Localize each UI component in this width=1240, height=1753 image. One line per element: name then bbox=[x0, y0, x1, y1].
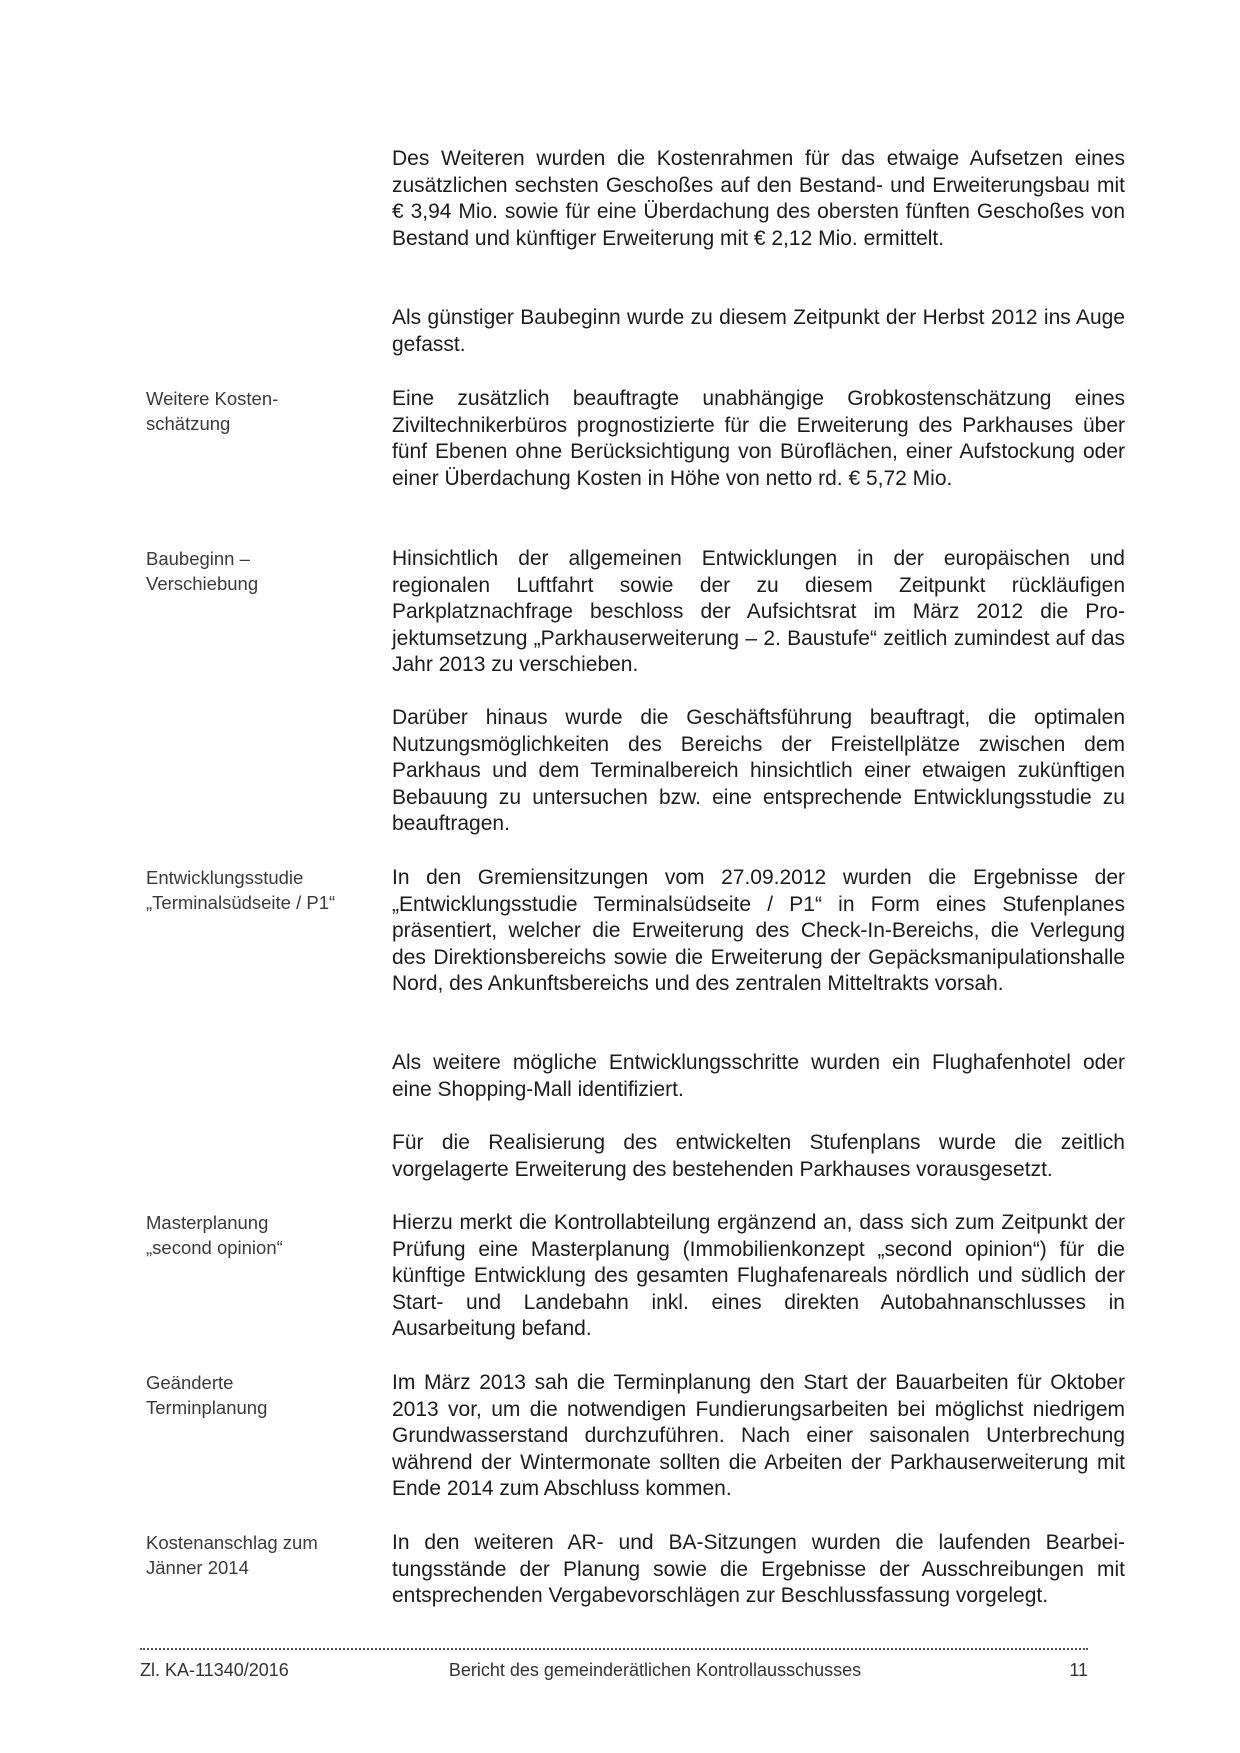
page-number: 11 bbox=[1069, 1660, 1088, 1680]
paragraph-master-planning: Hierzu merkt die Kontrollabteilung ergänzend an, dass sich zum Zeitpunkt der Prüfung eine Masterplanung (Immobilienkonzept „second opinion“) für die künftige Entwicklung des gesamten Flughafenareals nördlich und südlich der Start- und Landebahn inkl. eines direkten Autobahnanschlusses in Ausarbeitung befand. bbox=[392, 1211, 1125, 1341]
footer-report-title: Bericht des gemeinderätlichen Kontrollausschusses bbox=[448, 1660, 862, 1680]
margin-note-cost-quote: Kostenanschlag zum Jänner 2014 bbox=[146, 1532, 318, 1578]
paragraph-step-plan-prerequisite: Für die Realisierung des entwickelten Stufenplans wurde die zeitlich vorgelagerte Erweiterung des bestehenden Parkhauses vorausgesetzt. bbox=[392, 1131, 1125, 1181]
paragraph-construction-start: Als günstiger Baubeginn wurde zu diesem Zeitpunkt der Herbst 2012 ins Auge gefasst. bbox=[392, 306, 1125, 356]
paragraph-development-study-results: In den Gremiensitzungen vom 27.09.2012 wurden die Ergebnisse der „Entwicklungsstudie Terminalsüdseite / P1“ in Form eines Stufenplanes präsentiert, welcher die Erweiterung des Check-In-Bereichs, die Verlegung des Direktionsbereichs sowie die Erweiterung der Gepäcksmanipulationshalle Nord, des Ankunftsbereichs und des zentralen Mitteltrakts vorsah. bbox=[392, 866, 1125, 996]
paragraph-postponement: Hinsichtlich der allgemeinen Entwicklungen in der europäischen und regionalen Luftfahrt sowie der zu diesem Zeitpunkt rückläufigen Parkplatznachfrage beschloss der Aufsichtsrat im März 2012 die Projektumsetzung „Parkhauserweiterung – 2. Baustufe“ zeitlich zumindest auf das Jahr 2013 zu verschieben. bbox=[392, 547, 1125, 677]
paragraph-changed-schedule: Im März 2013 sah die Terminplanung den Start der Bauarbeiten für Oktober 2013 vor, um die notwendigen Fundierungsarbeiten bei möglichst niedrigem Grundwasserstand durchzuführen. Nach einer saisonalen Unterbrechung während der Wintermonate sollten die Arbeiten der Parkhauserweiterung mit Ende 2014 zum Abschluss kommen. bbox=[392, 1371, 1125, 1501]
paragraph-cost-frames: Des Weiteren wurden die Kostenrahmen für das etwaige Aufsetzen eines zusätzlichen sechsten Geschoßes auf den Bestand- und Erweiterungsbau mit € 3,94 Mio. sowie für eine Überdachung des obersten fünften Geschoßes von Bestand und künftiger Erweiterung mit € 2,12 Mio. ermittelt. bbox=[392, 147, 1125, 250]
footer-reference: Zl. KA-11340/2016 bbox=[140, 1660, 289, 1680]
paragraph-board-sessions: In den weiteren AR- und BA-Sitzungen wurden die laufenden Bearbeitungsstände der Planung sowie die Ergebnisse der Ausschreibungen mit entsprechenden Vergabevorschlägen zur Beschlussfassung vorgelegt. bbox=[392, 1531, 1125, 1608]
margin-note-cost-estimate: Weitere Kosten- schätzung bbox=[146, 388, 279, 434]
paragraph-further-steps: Als weitere mögliche Entwicklungsschritte wurden ein Flughafenhotel oder eine Shopping-Mall identifiziert. bbox=[392, 1051, 1125, 1101]
margin-note-development-study: Entwicklungsstudie „Terminalsüdseite / P1“ bbox=[146, 867, 336, 913]
paragraph-rough-cost-estimate: Eine zusätzlich beauftragte unabhängige Grobkostenschätzung eines Ziviltechnikerbüros prognostizierte für die Erweiterung des Parkhauses über fünf Ebenen ohne Berücksichtigung von Büroflächen, einer Aufstockung oder einer Überdachung Kosten in Höhe von netto rd. € 5,72 Mio. bbox=[392, 387, 1125, 490]
paragraph-development-study-order: Darüber hinaus wurde die Geschäftsführung beauftragt, die optimalen Nutzungsmöglichkeiten des Bereichs der Freistellplätze zwischen dem Parkhaus und dem Terminalbereich hinsichtlich einer etwaigen zukünftigen Bebauung zu untersuchen bzw. eine entsprechende Entwicklungsstudie zu beauftragen. bbox=[392, 706, 1125, 836]
margin-note-master-planning: Masterplanung „second opinion“ bbox=[146, 1212, 283, 1258]
margin-note-changed-schedule: Geänderte Terminplanung bbox=[146, 1372, 268, 1418]
margin-note-postponement: Baubeginn – Verschiebung bbox=[146, 548, 259, 594]
footer-divider bbox=[140, 1648, 1088, 1650]
